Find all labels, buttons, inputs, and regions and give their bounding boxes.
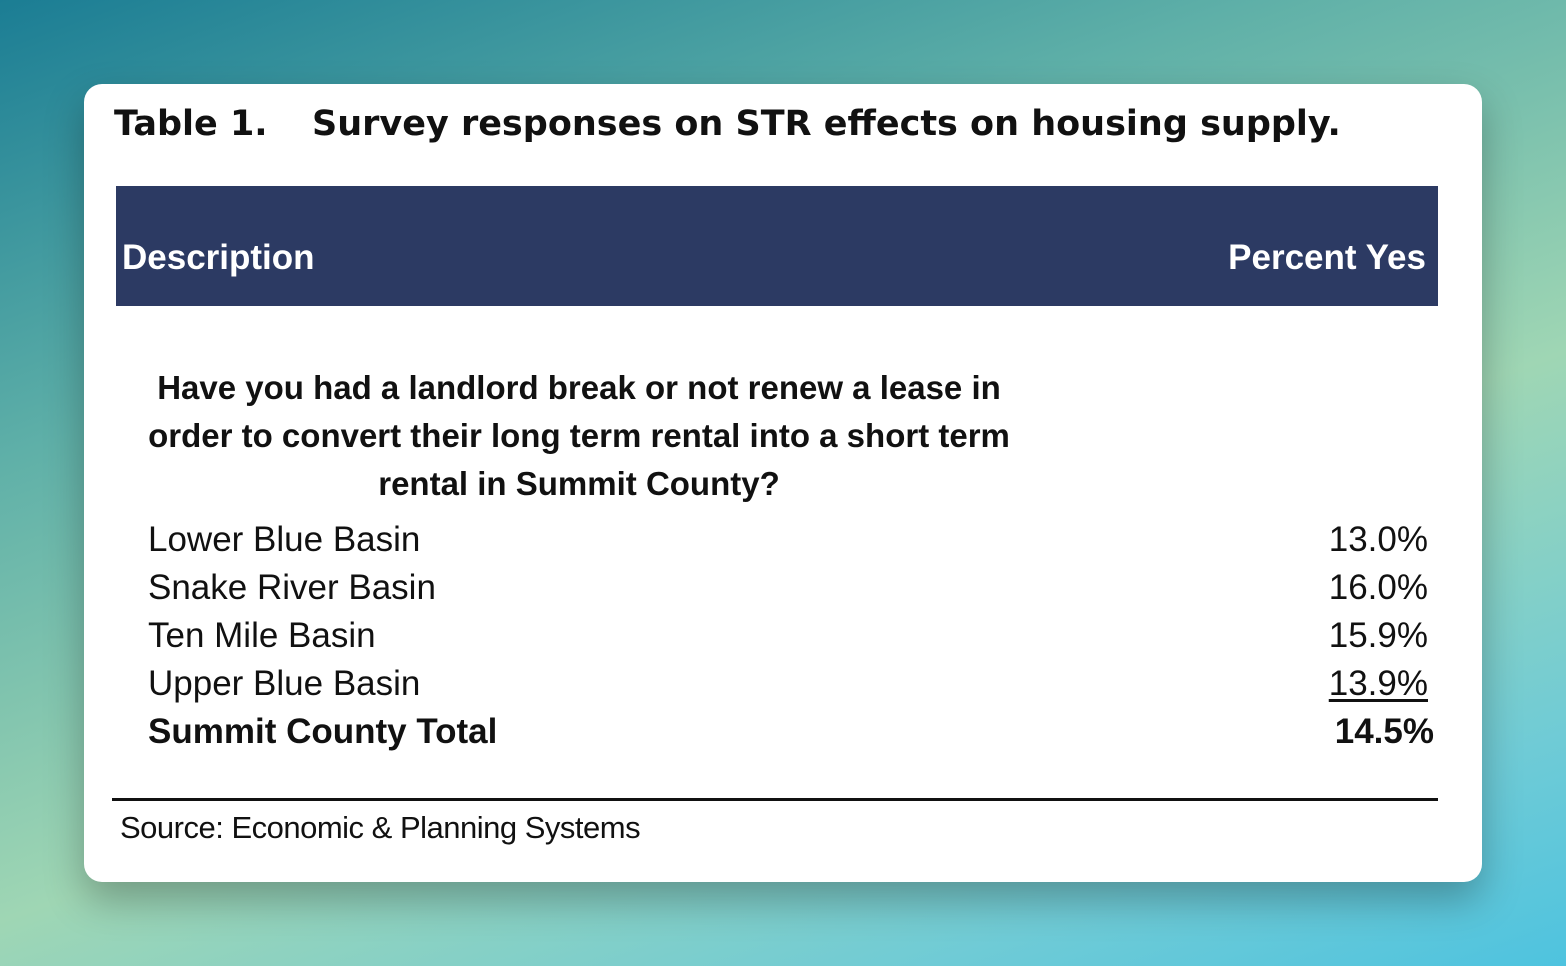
- source-divider: [112, 798, 1438, 801]
- table-row: [148, 564, 1434, 612]
- row-value: 13.0%: [1328, 520, 1428, 559]
- row-label: Upper Blue Basin: [148, 664, 421, 703]
- table-number: Table 1.: [114, 104, 268, 144]
- table-body: [148, 516, 1434, 756]
- table-card: [84, 84, 1482, 882]
- survey-question: Have you had a landlord break or not renew a lease in order to convert their long term rental into a short term rental in Summit County?: [148, 369, 1010, 502]
- row-label: Ten Mile Basin: [148, 616, 376, 655]
- table-row: [148, 660, 1434, 708]
- table-header: [116, 186, 1438, 306]
- table-title: [114, 104, 1341, 144]
- row-value: 16.0%: [1328, 568, 1428, 607]
- row-label: Snake River Basin: [148, 568, 436, 607]
- table-title-text: Survey responses on STR effects on housing supply.: [312, 104, 1341, 144]
- table-row: [148, 612, 1434, 660]
- header-description: Description: [122, 238, 315, 277]
- row-value: 13.9%: [1328, 664, 1428, 703]
- row-label: Lower Blue Basin: [148, 520, 421, 559]
- total-label: Summit County Total: [148, 712, 498, 751]
- header-percent-yes: Percent Yes: [1228, 238, 1426, 277]
- row-value: 15.9%: [1328, 616, 1428, 655]
- total-value: 14.5%: [1334, 712, 1434, 751]
- table-row: [148, 516, 1434, 564]
- total-row: [148, 708, 1434, 756]
- source-note: Source: Economic & Planning Systems: [120, 810, 641, 845]
